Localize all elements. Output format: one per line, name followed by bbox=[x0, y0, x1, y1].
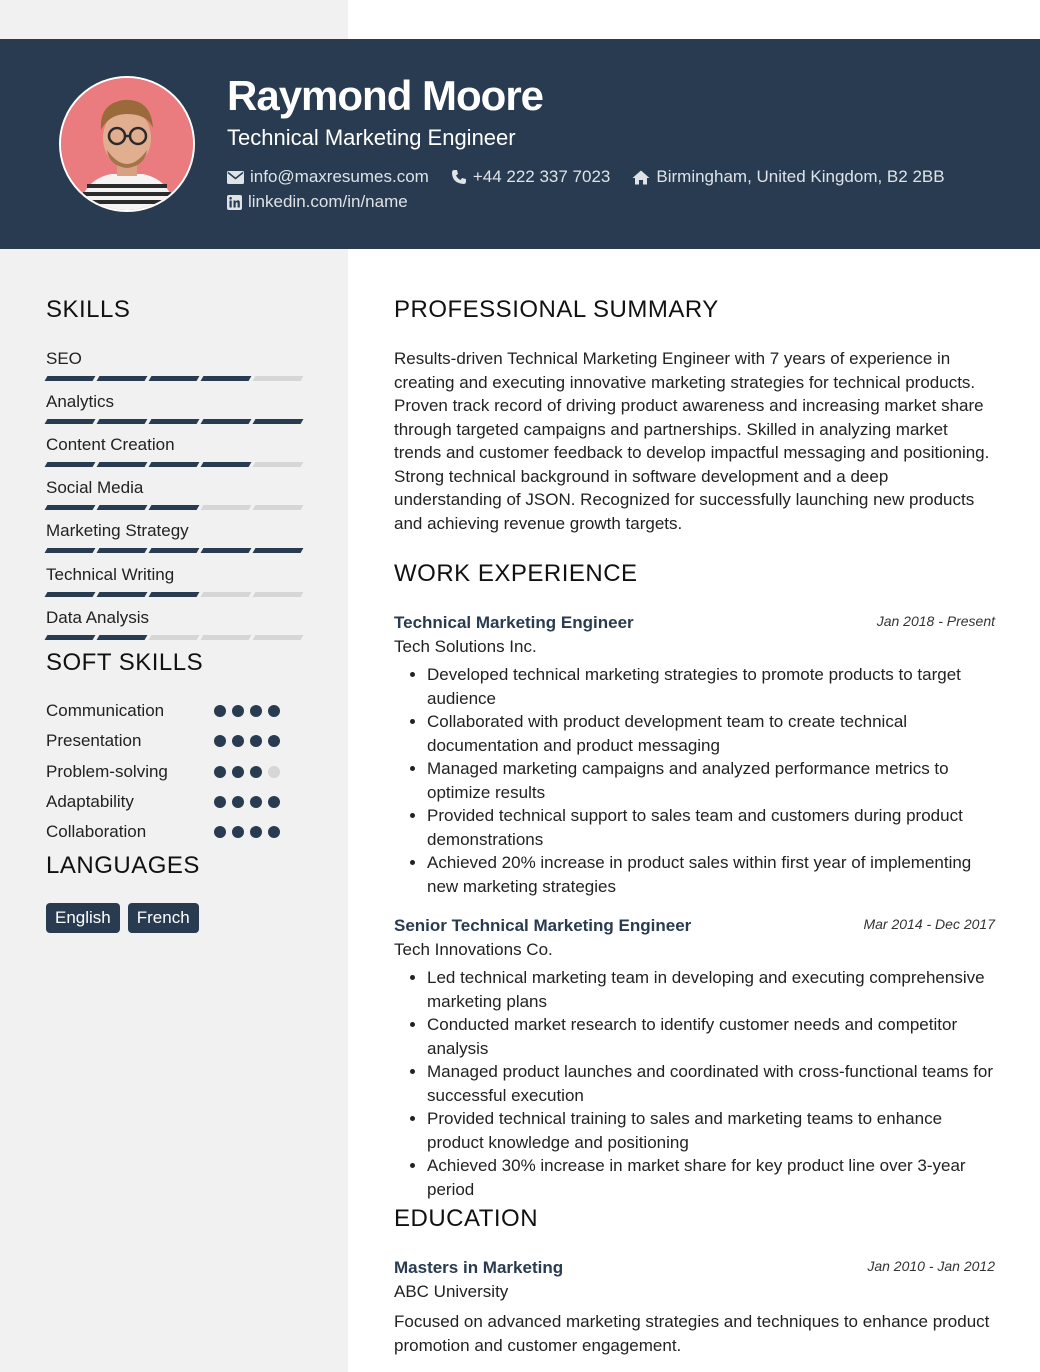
job-bullet: • Achieved 30% increase in market share for key product line over 3-year period bbox=[427, 1154, 995, 1201]
skill-level-bars bbox=[46, 505, 302, 510]
skill-level-bars bbox=[46, 548, 302, 553]
skill-level-segment bbox=[201, 548, 252, 553]
soft-skill-row bbox=[46, 822, 286, 844]
job-bullet: • Led technical marketing team in developing and executing comprehensive marketing plans bbox=[427, 966, 995, 1013]
job-bullet: • Developed technical marketing strategies to promote products to target audience bbox=[427, 663, 995, 710]
soft-skill-level-dot bbox=[268, 796, 280, 808]
skill-label: Analytics bbox=[46, 392, 115, 411]
soft-skill-level-dot bbox=[250, 735, 262, 747]
soft-skill-level-dot bbox=[214, 766, 226, 778]
skill-level-segment bbox=[149, 376, 200, 381]
soft-skill-row bbox=[46, 762, 286, 784]
skill-level-segment bbox=[97, 592, 148, 597]
skill-level-segment bbox=[201, 635, 252, 640]
soft-skill-row bbox=[46, 731, 286, 753]
job-bullets bbox=[394, 663, 995, 898]
skill-level-segment bbox=[97, 548, 148, 553]
phone-icon bbox=[451, 169, 467, 185]
job-bullet: • Managed marketing campaigns and analyzed performance metrics to optimize results bbox=[427, 757, 995, 804]
education-entry bbox=[394, 1258, 995, 1358]
soft-skill-level-dots bbox=[214, 705, 280, 717]
soft-skill-row bbox=[46, 792, 286, 814]
resume-header bbox=[0, 39, 1040, 249]
skill-level-segment bbox=[201, 592, 252, 597]
job-bullet: • Provided technical training to sales and marketing teams to enhance product knowledge and positioning bbox=[427, 1107, 995, 1154]
soft-skill-level-dots bbox=[214, 766, 280, 778]
job-entry bbox=[394, 916, 995, 1201]
soft-skill-level-dot bbox=[214, 826, 226, 838]
contact-email[interactable] bbox=[227, 167, 429, 187]
experience-heading: WORK EXPERIENCE bbox=[394, 560, 638, 587]
email-text[interactable]: info@maxresumes.com bbox=[250, 167, 429, 186]
soft-skill-level-dot bbox=[268, 735, 280, 747]
skill-level-segment bbox=[253, 548, 304, 553]
skill-label: SEO bbox=[46, 349, 82, 368]
job-bullet: • Collaborated with product development team to create technical documentation and product messaging bbox=[427, 710, 995, 757]
skill-level-segment bbox=[201, 376, 252, 381]
skill-item bbox=[46, 478, 302, 510]
soft-skill-level-dot bbox=[268, 766, 280, 778]
skill-level-segment bbox=[253, 635, 304, 640]
soft-skill-level-dot bbox=[250, 796, 262, 808]
job-bullet: • Provided technical support to sales team and customers during product demonstrations bbox=[427, 804, 995, 851]
soft-skill-level-dot bbox=[214, 796, 226, 808]
skill-level-segment bbox=[253, 592, 304, 597]
soft-skill-label: Problem-solving bbox=[46, 762, 168, 781]
candidate-name: Raymond Moore bbox=[227, 72, 544, 119]
skill-level-segment bbox=[97, 505, 148, 510]
soft-skill-level-dots bbox=[214, 826, 280, 838]
language-badge: French bbox=[128, 903, 199, 933]
candidate-title: Technical Marketing Engineer bbox=[227, 125, 516, 150]
skill-level-segment bbox=[149, 548, 200, 553]
job-dates: Jan 2018 - Present bbox=[876, 613, 995, 629]
job-dates: Mar 2014 - Dec 2017 bbox=[863, 916, 995, 932]
education-school: ABC University bbox=[394, 1282, 509, 1301]
soft-skill-level-dots bbox=[214, 735, 280, 747]
soft-skill-level-dot bbox=[250, 826, 262, 838]
skill-item bbox=[46, 608, 302, 640]
phone-text[interactable]: +44 222 337 7023 bbox=[472, 167, 611, 186]
avatar-portrait-illustration bbox=[61, 78, 193, 210]
skill-label: Data Analysis bbox=[46, 608, 149, 627]
soft-skill-label: Communication bbox=[46, 701, 165, 720]
education-dates: Jan 2010 - Jan 2012 bbox=[867, 1258, 995, 1274]
linkedin-text[interactable]: linkedin.com/in/name bbox=[248, 192, 408, 211]
soft-skill-level-dot bbox=[214, 705, 226, 717]
skill-level-segment bbox=[97, 635, 148, 640]
job-entry bbox=[394, 613, 995, 898]
job-bullet: • Achieved 20% increase in product sales within first year of implementing new marketing strategies bbox=[427, 851, 995, 898]
skill-item bbox=[46, 349, 302, 381]
skill-level-segment bbox=[149, 462, 200, 467]
skill-level-segment bbox=[97, 376, 148, 381]
summary-heading: PROFESSIONAL SUMMARY bbox=[394, 296, 719, 323]
job-bullet: • Conducted market research to identify customer needs and competitor analysis bbox=[427, 1013, 995, 1060]
soft-skill-level-dot bbox=[232, 796, 244, 808]
soft-skill-level-dots bbox=[214, 796, 280, 808]
skill-level-segment bbox=[149, 419, 200, 424]
skill-level-segment bbox=[45, 592, 96, 597]
avatar bbox=[59, 76, 195, 212]
contact-row-secondary bbox=[227, 192, 430, 212]
skill-level-segment bbox=[97, 462, 148, 467]
skills-heading: SKILLS bbox=[46, 296, 131, 323]
skill-level-segment bbox=[253, 505, 304, 510]
skill-level-bars bbox=[46, 419, 302, 424]
skill-item bbox=[46, 521, 302, 553]
education-description: Focused on advanced marketing strategies and techniques to enhance product promotion and customer engagement. bbox=[394, 1312, 990, 1355]
contact-linkedin[interactable] bbox=[227, 192, 408, 212]
skill-level-segment bbox=[253, 419, 304, 424]
envelope-icon bbox=[227, 171, 244, 184]
job-header bbox=[394, 916, 995, 938]
contact-address bbox=[632, 167, 944, 187]
address-text: Birmingham, United Kingdom, B2 2BB bbox=[656, 167, 945, 186]
skill-item bbox=[46, 565, 302, 597]
skill-level-segment bbox=[201, 462, 252, 467]
language-badge: English bbox=[46, 903, 120, 933]
language-list bbox=[46, 903, 199, 933]
education-header bbox=[394, 1258, 995, 1280]
skill-item bbox=[46, 435, 302, 467]
skill-level-segment bbox=[149, 635, 200, 640]
soft-skill-label: Presentation bbox=[46, 731, 142, 750]
skill-label: Content Creation bbox=[46, 435, 175, 454]
skill-level-segment bbox=[45, 376, 96, 381]
education-heading: EDUCATION bbox=[394, 1205, 539, 1232]
skill-label: Social Media bbox=[46, 478, 144, 497]
home-icon bbox=[632, 170, 650, 185]
soft-skill-level-dot bbox=[232, 735, 244, 747]
skill-level-segment bbox=[45, 505, 96, 510]
skill-level-segment bbox=[201, 419, 252, 424]
job-company: Tech Innovations Co. bbox=[394, 940, 553, 959]
contact-row-primary bbox=[227, 167, 967, 187]
skill-level-segment bbox=[253, 376, 304, 381]
skill-level-segment bbox=[149, 592, 200, 597]
skill-item bbox=[46, 392, 302, 424]
job-role: Technical Marketing Engineer bbox=[394, 613, 634, 632]
soft-skill-level-dot bbox=[268, 826, 280, 838]
soft-skill-row bbox=[46, 701, 286, 723]
languages-heading: LANGUAGES bbox=[46, 852, 200, 879]
soft-skill-level-dot bbox=[232, 826, 244, 838]
skill-level-segment bbox=[45, 635, 96, 640]
linkedin-icon bbox=[227, 195, 242, 210]
soft-skill-label: Collaboration bbox=[46, 822, 147, 841]
soft-skill-level-dot bbox=[250, 705, 262, 717]
skill-label: Technical Writing bbox=[46, 565, 175, 584]
skill-level-segment bbox=[45, 462, 96, 467]
skill-level-bars bbox=[46, 376, 302, 381]
soft-skill-level-dot bbox=[250, 766, 262, 778]
soft-skill-label: Adaptability bbox=[46, 792, 134, 811]
skill-label: Marketing Strategy bbox=[46, 521, 189, 540]
skill-level-segment bbox=[97, 419, 148, 424]
skill-level-segment bbox=[45, 419, 96, 424]
soft-skill-level-dot bbox=[232, 766, 244, 778]
soft-skill-level-dot bbox=[232, 705, 244, 717]
job-bullet: • Managed product launches and coordinated with cross-functional teams for successful execution bbox=[427, 1060, 995, 1107]
job-company: Tech Solutions Inc. bbox=[394, 637, 537, 656]
soft-skill-level-dot bbox=[268, 705, 280, 717]
contact-phone[interactable] bbox=[451, 167, 611, 187]
skill-level-bars bbox=[46, 592, 302, 597]
skill-level-bars bbox=[46, 462, 302, 467]
skill-level-segment bbox=[253, 462, 304, 467]
skill-level-segment bbox=[201, 505, 252, 510]
job-role: Senior Technical Marketing Engineer bbox=[394, 916, 692, 935]
education-degree: Masters in Marketing bbox=[394, 1258, 564, 1277]
job-bullets bbox=[394, 966, 995, 1201]
soft-skill-level-dot bbox=[214, 735, 226, 747]
skill-level-bars bbox=[46, 635, 302, 640]
skill-level-segment bbox=[45, 548, 96, 553]
soft-skills-heading: SOFT SKILLS bbox=[46, 649, 204, 676]
summary-text: Results-driven Technical Marketing Engineer with 7 years of experience in creating and executing innovative marketing strategies for technical products. Proven track record of driving product awareness and increasing market share through targeted campaigns and partnerships. Skilled in analyzing market trends and customer feedback to develop impactful messaging and positioning. Strong technical background in software development and a deep understanding of JSON. Recognized for successfully launching new products and achieving revenue growth targets. bbox=[394, 349, 990, 533]
job-header bbox=[394, 613, 995, 635]
skill-level-segment bbox=[149, 505, 200, 510]
